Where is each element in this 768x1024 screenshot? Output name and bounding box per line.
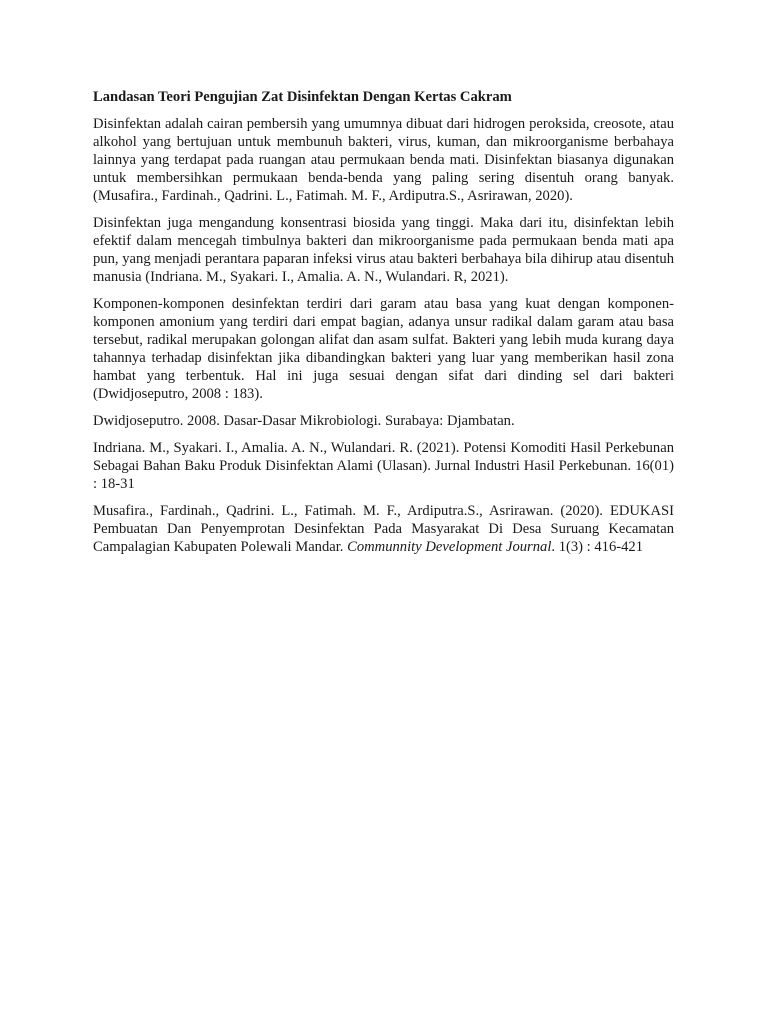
reference-musafira-journal: Communnity Development Journal [347, 539, 552, 555]
document-body [93, 88, 674, 565]
document-title: Landasan Teori Pengujian Zat Disinfektan Dengan Kertas Cakram [93, 89, 512, 105]
reference-musafira [93, 502, 674, 556]
reference-musafira-volume: . 1(3) : 416-421 [551, 539, 643, 555]
paragraph-3: Komponen-komponen desinfektan terdiri dari garam atau basa yang kuat dengan komponen-komponen amonium yang terdiri dari empat bagian, adanya unsur radikal dalam garam atau basa tersebut, radikal merupakan golongan alifat dan asam sulfat. Bakteri yang lebih muda kurang daya tahannya terhadap disinfektan jika dibandingkan bakteri yang luar yang memberikan hasil zona hambat yang terbentuk. Hal ini juga sesuai dengan sifat dari dinding sel dari bakteri (Dwidjoseputro, 2008 : 183). [93, 296, 674, 402]
reference-musafira-text: Musafira., Fardinah., Qadrini. L., Fatimah. M. F., Ardiputra.S., Asrirawan. (2020). EDUKASI Pembuatan Dan Penyemprotan Desinfektan Pada Masyarakat Di Desa Suruang Kecamatan Campalagian Kabupaten Polewali Mandar. [93, 503, 674, 555]
reference-dwidjoseputro: Dwidjoseputro. 2008. Dasar-Dasar Mikrobiologi. Surabaya: Djambatan. [93, 413, 515, 429]
paragraph-1: Disinfektan adalah cairan pembersih yang umumnya dibuat dari hidrogen peroksida, creosote, atau alkohol yang bertujuan untuk membunuh bakteri, virus, kuman, dan mikroorganisme berbahaya lainnya yang terdapat pada ruangan atau permukaan benda mati. Disinfektan biasanya digunakan untuk membersihkan permukaan benda-benda yang paling sering disentuh orang banyak. (Musafira., Fardinah., Qadrini. L., Fatimah. M. F., Ardiputra.S., Asrirawan, 2020). [93, 116, 674, 204]
reference-indriana: Indriana. M., Syakari. I., Amalia. A. N., Wulandari. R. (2021). Potensi Komoditi Hasil Perkebunan Sebagai Bahan Baku Produk Disinfektan Alami (Ulasan). Jurnal Industri Hasil Perkebunan. 16(01) : 18-31 [93, 440, 674, 492]
paragraph-2: Disinfektan juga mengandung konsentrasi biosida yang tinggi. Maka dari itu, disinfektan lebih efektif dalam mencegah timbulnya bakteri dan mikroorganisme pada permukaan benda mati apa pun, yang menjadi perantara paparan infeksi virus atau bakteri berbahaya bila dihirup atau disentuh manusia (Indriana. M., Syakari. I., Amalia. A. N., Wulandari. R, 2021). [93, 215, 674, 285]
